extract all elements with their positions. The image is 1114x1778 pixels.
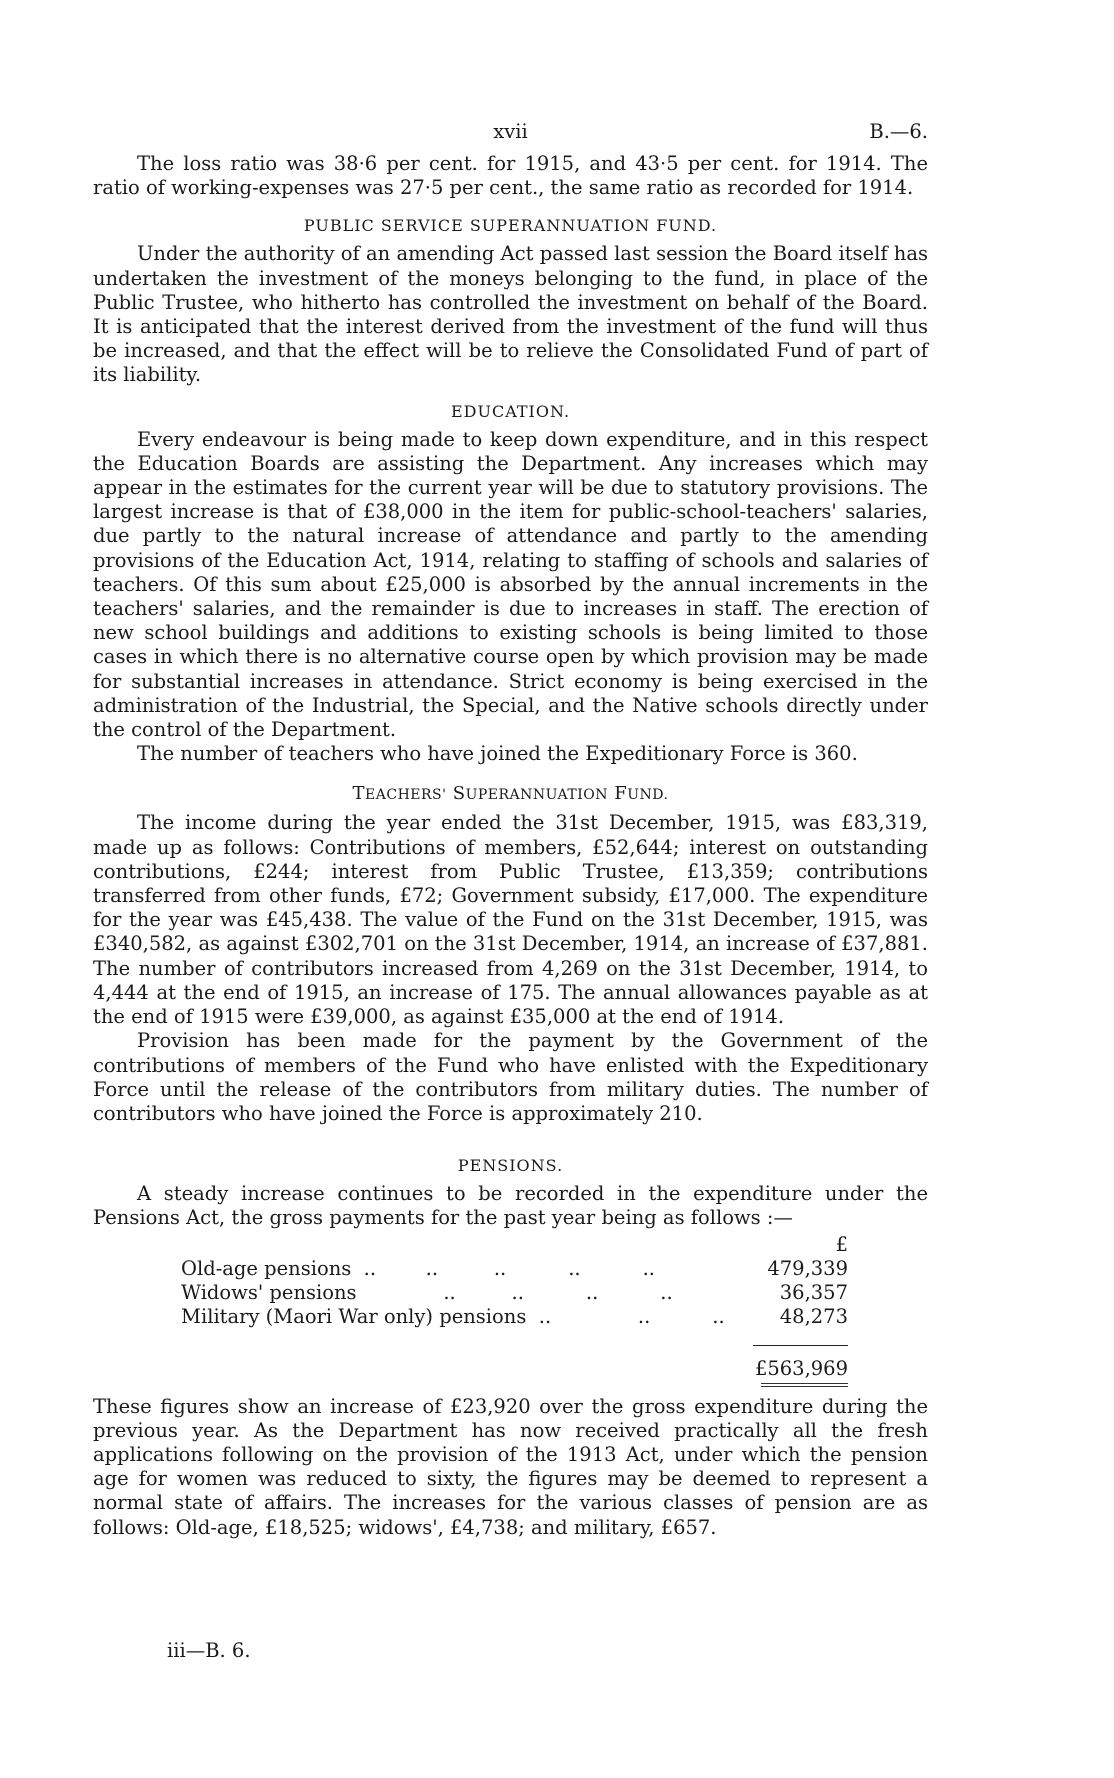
pensions-heading: PENSIONS. xyxy=(457,1156,564,1176)
currency-symbol: £ xyxy=(835,1232,848,1256)
row-label: Military (Maori War only) pensions .. .. .. xyxy=(181,1304,725,1328)
row-label: Old-age pensions .. .. .. .. .. xyxy=(181,1256,655,1280)
row-amount: 479,339 xyxy=(767,1256,848,1280)
row-amount: 48,273 xyxy=(779,1304,848,1328)
heading-letter: F xyxy=(614,783,628,805)
pensions-intro: A steady increase continues to be recorded in the expenditure under the Pensions Act, the gross payments for the past year being as follows :— xyxy=(93,1182,928,1230)
table-row xyxy=(181,1305,848,1329)
table-row xyxy=(181,1257,848,1281)
document-reference: B.—6. xyxy=(869,120,928,143)
pensions-summary: These figures show an increase of £23,920 over the gross expenditure during the previous year. As the Department has now received practically all the fresh applications following on the provision of the 1913 Act, under which the pension age for women was reduced to sixty, the figures may be deemed to represent a normal state of affairs. The increases for the various classes of pension are as follows: Old-age, £18,525; widows', £4,738; and military, £657. xyxy=(93,1394,928,1539)
heading-letter: S xyxy=(452,783,466,805)
pensions-table xyxy=(93,1233,928,1395)
superannuation-heading: PUBLIC SERVICE SUPERANNUATION FUND. xyxy=(303,216,718,236)
table-row xyxy=(181,1281,848,1305)
heading-rest: UPERANNUATION xyxy=(465,787,608,804)
loss-ratio-paragraph: The loss ratio was 38·6 per cent. for 1915, and 43·5 per cent. for 1914. The ratio of working-expenses was 27·5 per cent., the same ratio as recorded for 1914. xyxy=(93,152,928,200)
heading-rest: EACHERS' xyxy=(365,787,447,804)
page-header xyxy=(93,120,928,148)
page-number: xvii xyxy=(493,120,528,143)
row-amount: 36,357 xyxy=(779,1280,848,1304)
pensions-total: £563,969 xyxy=(754,1356,848,1380)
superannuation-paragraph: Under the authority of an amending Act passed last session the Board itself has undertaken the investment of the moneys belonging to the fund, in place of the Public Trustee, who hitherto has controlled the investment on behalf of the Board. It is anticipated that the interest derived from the investment of the fund will thus be increased, and that the effect will be to relieve the Consolidated Fund of part of its liability. xyxy=(93,242,928,387)
signature-mark: iii—B. 6. xyxy=(167,1639,251,1662)
sum-rule xyxy=(753,1345,848,1346)
heading-letter: T xyxy=(352,783,366,805)
total-double-rule xyxy=(761,1383,848,1387)
education-paragraph-2: The number of teachers who have joined the Expeditionary Force is 360. xyxy=(137,742,858,766)
teachers-fund-heading xyxy=(93,782,928,807)
teachers-fund-paragraph-1: The income during the year ended the 31st December, 1915, was £83,319, made up as follows: Contributions of members, £52,644; interest on outstanding contributions, £244; interest from Public Trustee, £13,359; contributions transferred from other funds, £72; Government subsidy, £17,000. The expenditure for the year was £45,438. The value of the Fund on the 31st December, 1915, was £340,582, as against £302,701 on the 31st December, 1914, an increase of £37,881. The number of contributors increased from 4,269 on the 31st December, 1914, to 4,444 at the end of 1915, an increase of 175. The annual allowances payable as at the end of 1915 were £39,000, as against £35,000 at the end of 1914. xyxy=(93,811,928,1029)
row-label: Widows' pensions .. .. .. .. xyxy=(181,1280,673,1304)
heading-rest: UND. xyxy=(627,787,669,804)
education-paragraph-1: Every endeavour is being made to keep down expenditure, and in this respect the Education Boards are assisting the Department. Any increases which may appear in the estimates for the current year will be due to statutory provisions. The largest increase is that of £38,000 in the item for public-school-teachers' salaries, due partly to the natural increase of attendance and partly to the amending provisions of the Education Act, 1914, relating to staffing of schools and salaries of teachers. Of this sum about £25,000 is absorbed by the annual increments in the teachers' salaries, and the remainder is due to increases in staff. The erection of new school buildings and additions to existing schools is being limited to those cases in which there is no alternative course open by which provision may be made for substantial increases in attendance. Strict economy is being exercised in the administration of the Industrial, the Special, and the Native schools directly under the control of the Department. xyxy=(93,427,928,742)
teachers-fund-paragraph-2: Provision has been made for the payment by the Government of the contributions of members of the Fund who have enlisted with the Expeditionary Force until the release of the contributors from military duties. The number of contributors who have joined the Force is approximately 210. xyxy=(93,1029,928,1125)
document-body xyxy=(93,152,928,1540)
education-heading: EDUCATION. xyxy=(450,401,571,421)
